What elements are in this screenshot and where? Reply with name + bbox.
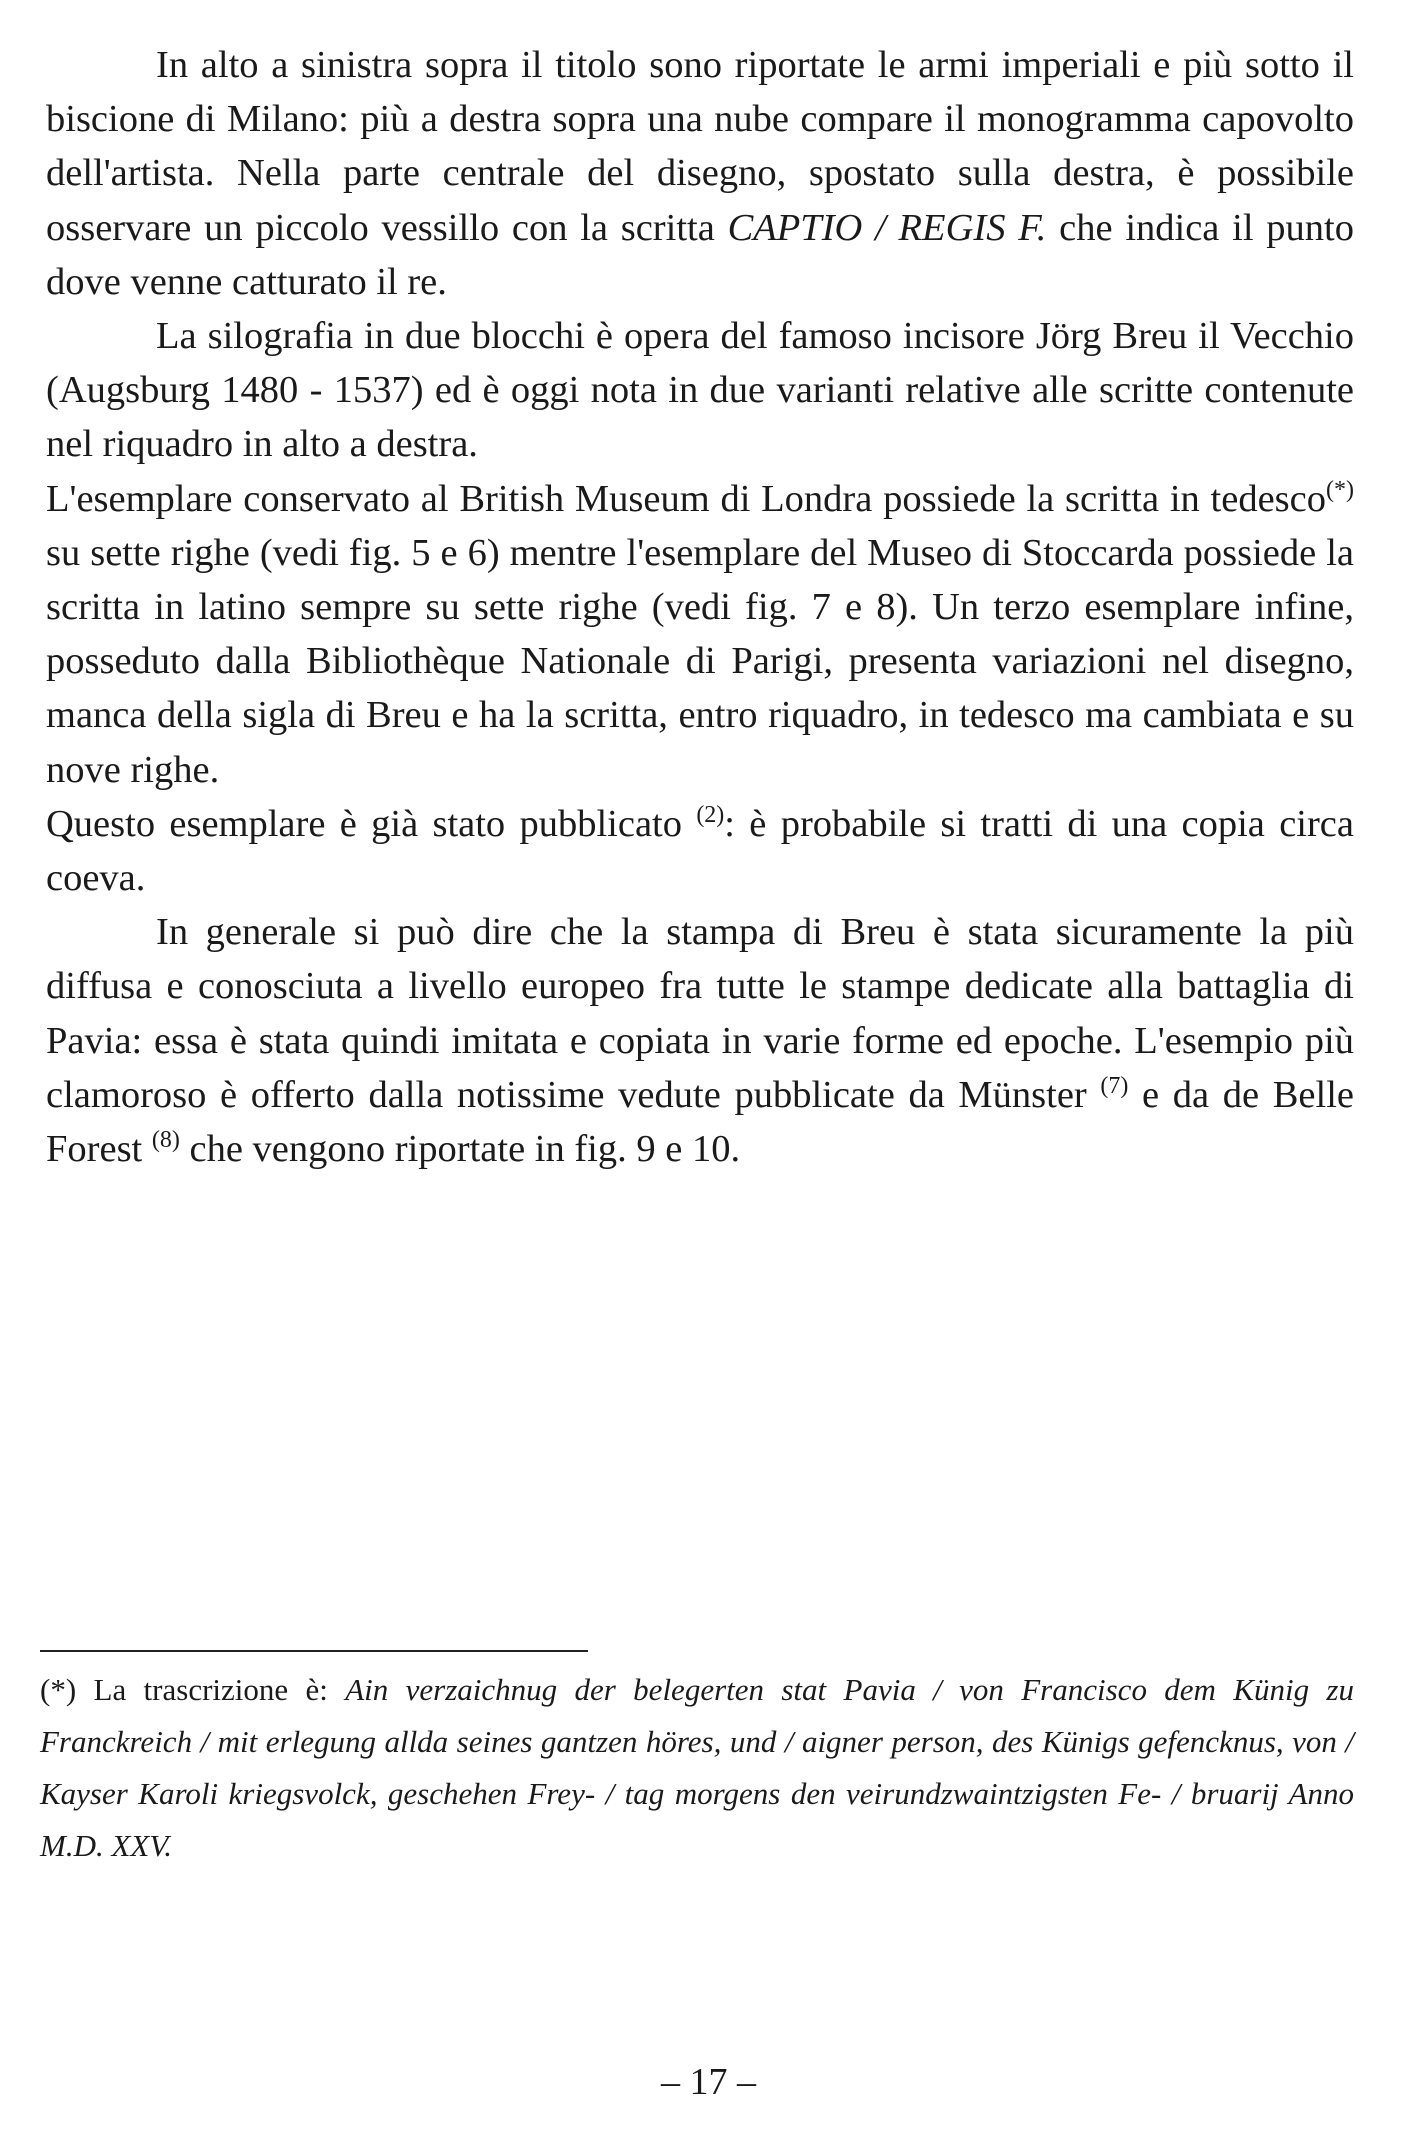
banner-inscription: CAPTIO / REGIS F. [727,206,1047,249]
body-text [46,38,1354,1176]
paragraph-5-text-a: In generale si può dire che la stampa di Breu è stata sicuramente la più diffusa e conosciuta a livello europeo fra tutte le stampe dedicate alla battaglia di Pavia: essa è stata quindi imitata e copiata in varie forme ed epoche. L'esempio più clamoroso è offerto dalla notissime vedute pubblicate da Münster [46,911,1354,1116]
footnote [40,1664,1354,1872]
footnote-divider [40,1650,588,1652]
paragraph-4-text-a: Questo esemplare è già stato pubblicato [46,802,697,845]
citation-reference: (8) [151,1127,180,1154]
paragraph-2-text: La silografia in due blocchi è opera del famoso incisore Jörg Breu il Vecchio (Augsburg 1480 - 1537) ed è oggi nota in due varianti relative alle scritte contenute nel riquadro in alto a destra. [46,315,1354,466]
citation-reference: (7) [1100,1072,1129,1099]
footnote-reference: (*) [1326,476,1354,503]
citation-reference: (2) [696,801,725,828]
paragraph-5 [46,905,1354,1176]
footnote-transcription: Ain verzaichnug der belegerten stat Pavia / von Francisco dem Künig zu Franckreich / mit erlegung allda seines gantzen höres, und / aigner person, des Künigs gefencknus, von / Kayser Karoli kriegsvolck, geschehen Frey- / tag morgens den veirundzwaintzigsten Fe- / bruarij Anno M.D. XXV. [40,1672,1355,1863]
footnote-marker: (*) [40,1672,77,1707]
page-number: – 17 – [661,2061,756,2103]
paragraph-3-text-b: su sette righe (vedi fig. 5 e 6) mentre l'esemplare del Museo di Stoccarda possiede la scritta in latino sempre su sette righe (vedi fig. 7 e 8). Un terzo esemplare infine, posseduto dalla Bibliothèque Nationale di Parigi, presenta variazioni nel disegno, manca della sigla di Breu e ha la scritta, entro riquadro, in tedesco ma cambiata e su nove righe. [46,531,1354,791]
paragraph-5-text-c: che vengono riportate in fig. 9 e 10. [179,1128,741,1171]
paragraph-3 [46,472,1354,797]
footnote-intro: La trascrizione è: [76,1672,346,1707]
paragraph-4-text-b: : è probabile si tratti di una copia circa coeva. [46,802,1354,900]
paragraph-1-end: che indica il punto dove venne catturato il re. [46,206,1354,303]
paragraph-5-text-b: e da de Belle Forest [46,1073,1354,1171]
paragraph-2 [46,309,1354,472]
paragraph-4 [46,797,1354,905]
paragraph-1 [46,38,1354,309]
paragraph-1-text: In alto a sinistra sopra il titolo sono riportate le armi imperiali e più sotto il biscione di Milano: più a destra sopra una nube compare il monogramma capovolto dell'artista. Nella parte centrale del disegno, spostato sulla destra, è possibile osservare un piccolo vessillo con la scritta [46,44,1354,249]
paragraph-3-text-a: L'esemplare conservato al British Museum di Londra possiede la scritta in tedesco [46,477,1327,520]
